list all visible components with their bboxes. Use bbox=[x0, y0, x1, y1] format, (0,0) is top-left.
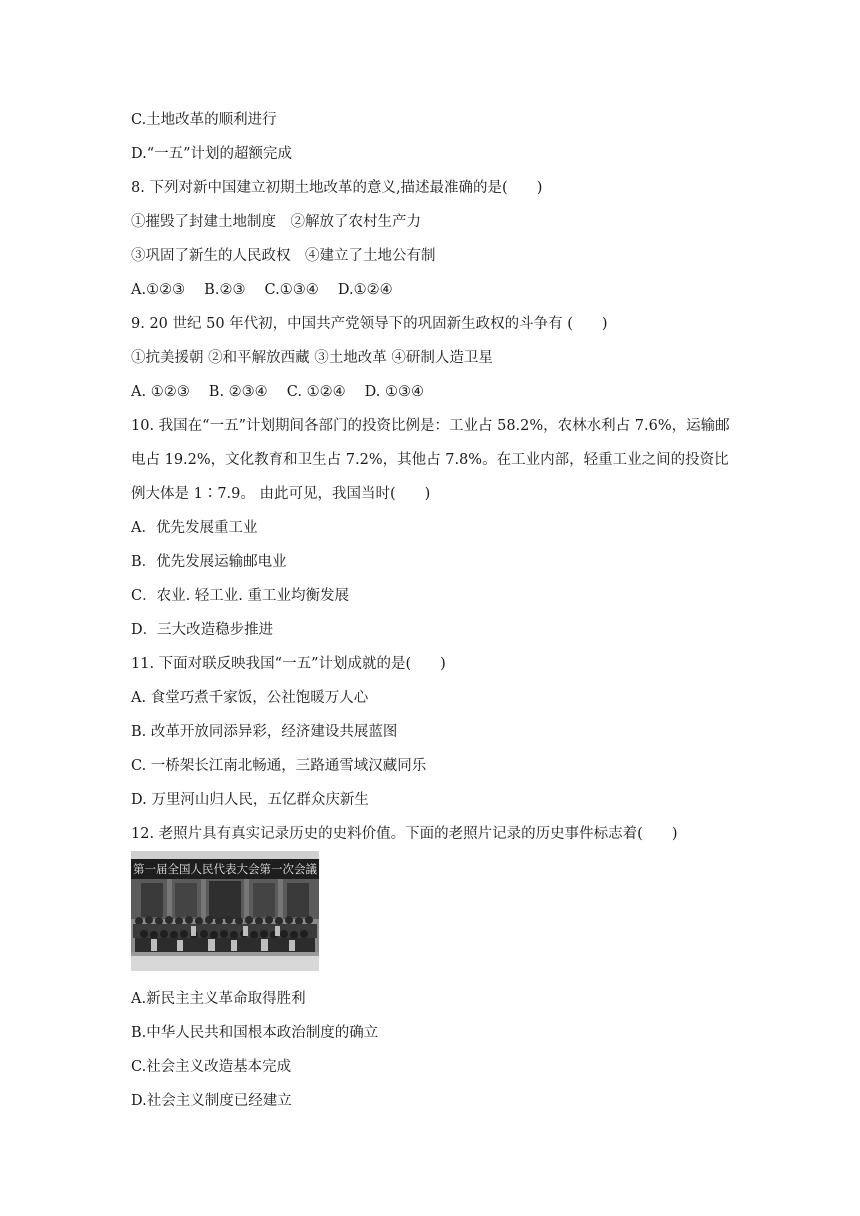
q10-option-d: D．三大改造稳步推进 bbox=[131, 622, 274, 638]
q8-items-2: ③巩固了新生的人民政权 ④建立了土地公有制 bbox=[131, 248, 436, 264]
q8-items-1: ①摧毁了封建土地制度 ②解放了农村生产力 bbox=[131, 214, 421, 230]
q10-stem-2: 电占 19.2%，文化教育和卫生占 7.2%，其他占 7.8%。在工业内部，轻重工业之间的投资比 bbox=[131, 452, 729, 468]
q11-option-d: D. 万里河山归人民，五亿群众庆新生 bbox=[131, 792, 369, 808]
q12-option-b: B.中华人民共和国根本政治制度的确立 bbox=[131, 1025, 379, 1041]
q7-option-c: C.土地改革的顺利进行 bbox=[131, 112, 277, 128]
q8-stem: 8. 下列对新中国建立初期土地改革的意义,描述最准确的是( ) bbox=[131, 180, 543, 196]
q12-option-a: A.新民主主义革命取得胜利 bbox=[131, 991, 306, 1007]
q11-option-b: B. 改革开放同添异彩，经济建设共展蓝图 bbox=[131, 724, 398, 740]
q9-stem: 9. 20 世纪 50 年代初，中国共产党领导下的巩固新生政权的斗争有 ( ) bbox=[131, 316, 608, 332]
historical-photo bbox=[131, 851, 319, 971]
q10-option-b: B．优先发展运输邮电业 bbox=[131, 554, 287, 570]
q8-options: A.①②③ B.②③ C.①③④ D.①②④ bbox=[131, 282, 393, 298]
q12-stem: 12. 老照片具有真实记录历史的史料价值。下面的老照片记录的历史事件标志着( ) bbox=[131, 826, 678, 842]
q10-stem-1: 10. 我国在“一五”计划期间各部门的投资比例是：工业占 58.2%，农林水利占 7.6%，运输邮 bbox=[131, 418, 730, 434]
q12-option-c: C.社会主义改造基本完成 bbox=[131, 1059, 292, 1075]
q9-items: ①抗美援朝 ②和平解放西藏 ③土地改革 ④研制人造卫星 bbox=[131, 350, 493, 366]
q10-stem-3: 例大体是 1∶7.9。 由此可见，我国当时( ) bbox=[131, 486, 431, 502]
photo-banner-text: 第一届全国人民代表大会第一次会議 bbox=[133, 862, 318, 876]
q11-option-c: C. 一桥架长江南北畅通，三路通雪域汉藏同乐 bbox=[131, 758, 427, 774]
q10-option-c: C．农业. 轻工业. 重工业均衡发展 bbox=[131, 588, 350, 604]
q11-option-a: A. 食堂巧煮千家饭，公社饱暖万人心 bbox=[131, 690, 369, 706]
q11-stem: 11. 下面对联反映我国“一五”计划成就的是( ) bbox=[131, 656, 446, 672]
q10-option-a: A．优先发展重工业 bbox=[131, 520, 258, 536]
q7-option-d: D.“一五”计划的超额完成 bbox=[131, 146, 293, 162]
q12-option-d: D.社会主义制度已经建立 bbox=[131, 1093, 292, 1109]
q9-options: A. ①②③ B. ②③④ C. ①②④ D. ①③④ bbox=[131, 384, 425, 400]
